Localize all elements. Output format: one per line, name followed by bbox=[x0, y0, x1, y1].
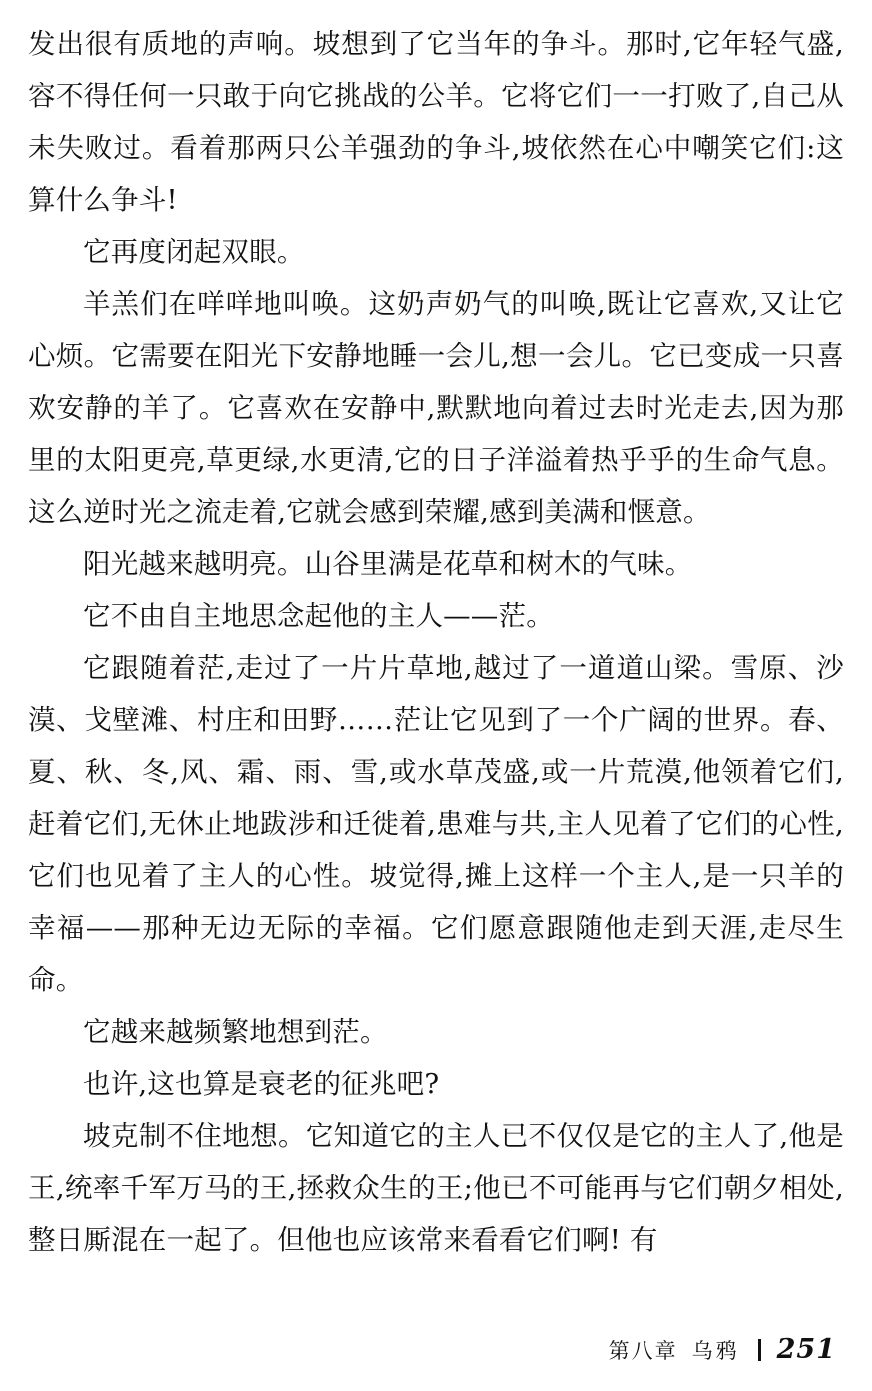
paragraph: 它跟随着茫,走过了一片片草地,越过了一道道山梁。雪原、沙漠、戈壁滩、村庄和田野……茫让它见到了一个广阔的世界。春、夏、秋、冬,风、霜、雨、雪,或水草茂盛,或一片荒漠,他领着它们,赶着它们,无休止地跋涉和迁徙着,患难与共,主人见着了它们的心性,它们也见着了主人的心性。坡觉得,摊上这样一个主人,是一只羊的幸福——那种无边无际的幸福。它们愿意跟随他走到天涯,走尽生命。 bbox=[28, 652, 844, 996]
paragraph: 羊羔们在咩咩地叫唤。这奶声奶气的叫唤,既让它喜欢,又让它心烦。它需要在阳光下安静地睡一会儿,想一会儿。它已变成一只喜欢安静的羊了。它喜欢在安静中,默默地向着过去时光走去,因为那里的太阳更亮,草更绿,水更清,它的日子洋溢着热乎乎的生命气息。这么逆时光之流走着,它就会感到荣耀,感到美满和惬意。 bbox=[28, 288, 844, 528]
paragraph: 坡克制不住地想。它知道它的主人已不仅仅是它的主人了,他是王,统率千军万马的王,拯救众生的王;他已不可能再与它们朝夕相处,整日厮混在一起了。但他也应该常来看看它们啊! 有 bbox=[28, 1120, 844, 1256]
page-footer bbox=[0, 1334, 836, 1365]
footer-divider bbox=[758, 1339, 761, 1361]
chapter-title: 乌鸦 bbox=[691, 1338, 740, 1363]
page-body bbox=[28, 18, 844, 1266]
page-number: 251 bbox=[776, 1334, 836, 1365]
footer-chapter bbox=[609, 1335, 740, 1365]
paragraph: 它不由自主地思念起他的主人——茫。 bbox=[83, 600, 554, 632]
paragraph: 也许,这也算是衰老的征兆吧? bbox=[83, 1068, 440, 1100]
paragraph: 阳光越来越明亮。山谷里满是花草和树木的气味。 bbox=[83, 548, 693, 580]
chapter-number: 第八章 bbox=[608, 1338, 678, 1363]
paragraph: 发出很有质地的声响。坡想到了它当年的争斗。那时,它年轻气盛,容不得任何一只敢于向它挑战的公羊。它将它们一一打败了,自己从未失败过。看着那两只公羊强劲的争斗,坡依然在心中嘲笑它们:这算什么争斗! bbox=[28, 28, 844, 216]
paragraph: 它再度闭起双眼。 bbox=[83, 236, 305, 268]
paragraph: 它越来越频繁地想到茫。 bbox=[83, 1016, 388, 1048]
